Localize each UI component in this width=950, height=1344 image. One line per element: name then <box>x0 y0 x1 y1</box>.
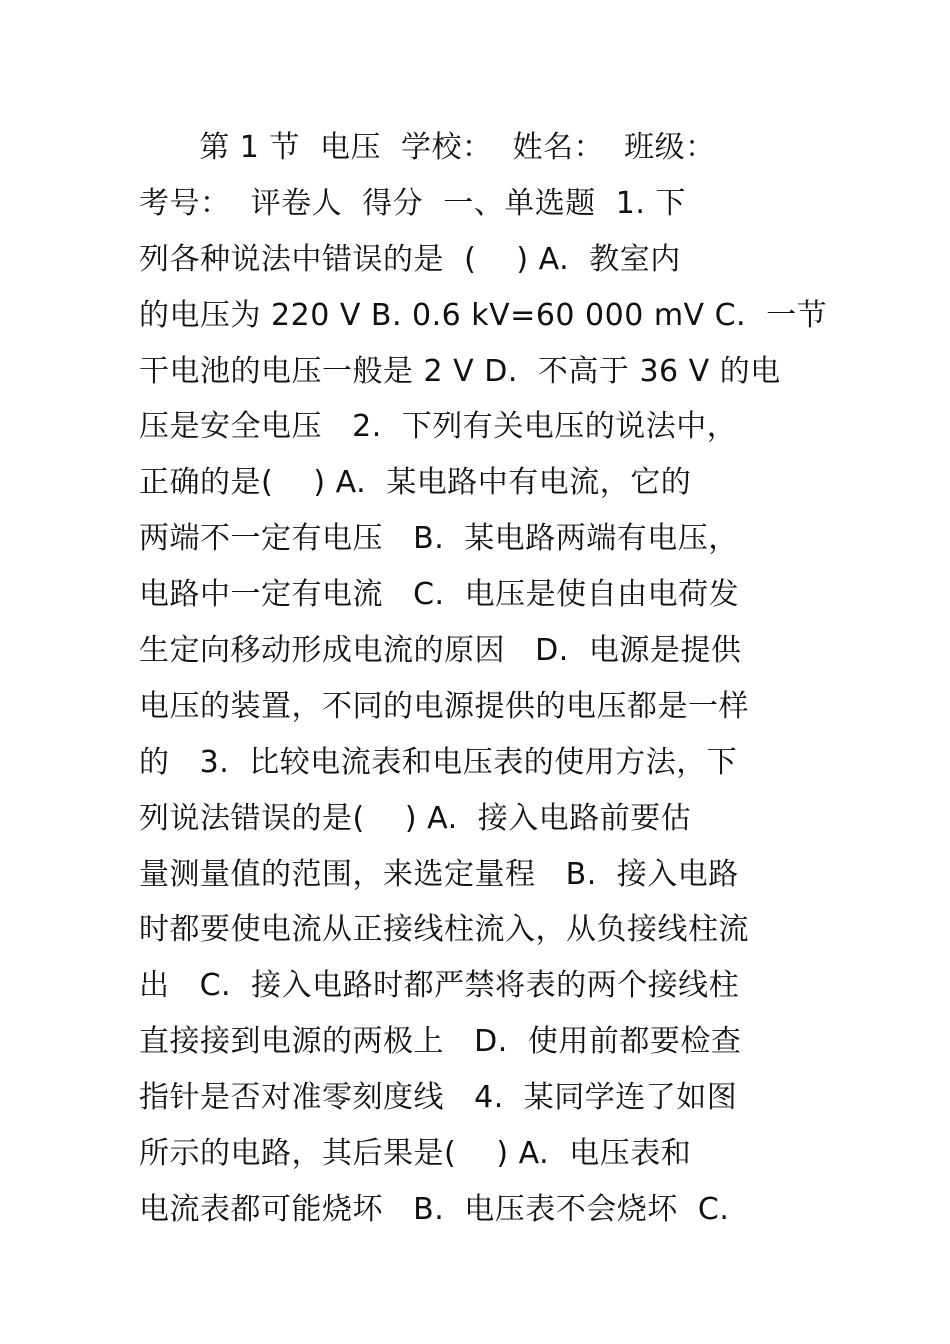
text-line: 的 3. 比较电流表和电压表的使用方法，下 <box>139 744 738 780</box>
text-line: 考号： 评卷人 得分 一、单选题 1. 下 <box>139 185 686 221</box>
document-text <box>139 120 828 1238</box>
text-line: 电压的装置，不同的电源提供的电压都是一样 <box>139 688 749 724</box>
text-line: 生定向移动形成电流的原因 D. 电源是提供 <box>139 633 742 669</box>
text-line: 电路中一定有电流 C. 电压是使自由电荷发 <box>139 577 740 613</box>
text-line: 压是安全电压 2. 下列有关电压的说法中， <box>139 409 738 445</box>
text-line: 时都要使电流从正接线柱流入，从负接线柱流 <box>139 912 749 948</box>
text-line: 所示的电路，其后果是( ) A. 电压表和 <box>139 1136 692 1172</box>
text-line: 正确的是( ) A. 某电路中有电流，它的 <box>139 465 692 501</box>
text-line: 两端不一定有电压 B. 某电路两端有电压， <box>139 521 739 557</box>
text-line: 的电压为 220 V B. 0.6 kV=60 000 mV C. 一节 <box>139 297 828 333</box>
text-line: 指针是否对准零刻度线 4. 某同学连了如图 <box>139 1080 738 1116</box>
text-line: 第 1 节 电压 学校： 姓名： 班级： <box>139 130 716 165</box>
text-line: 直接接到电源的两极上 D. 使用前都要检查 <box>139 1024 742 1060</box>
text-line: 列说法错误的是( ) A. 接入电路前要估 <box>139 800 692 836</box>
text-line: 量测量值的范围，来选定量程 B. 接入电路 <box>139 856 739 892</box>
text-line: 电流表都可能烧坏 B. 电压表不会烧坏 C. <box>139 1191 730 1227</box>
text-line: 列各种说法中错误的是 ( ) A. 教室内 <box>139 241 681 277</box>
text-line: 出 C. 接入电路时都严禁将表的两个接线柱 <box>139 968 740 1004</box>
text-line: 干电池的电压一般是 2 V D. 不高于 36 V 的电 <box>139 353 781 389</box>
